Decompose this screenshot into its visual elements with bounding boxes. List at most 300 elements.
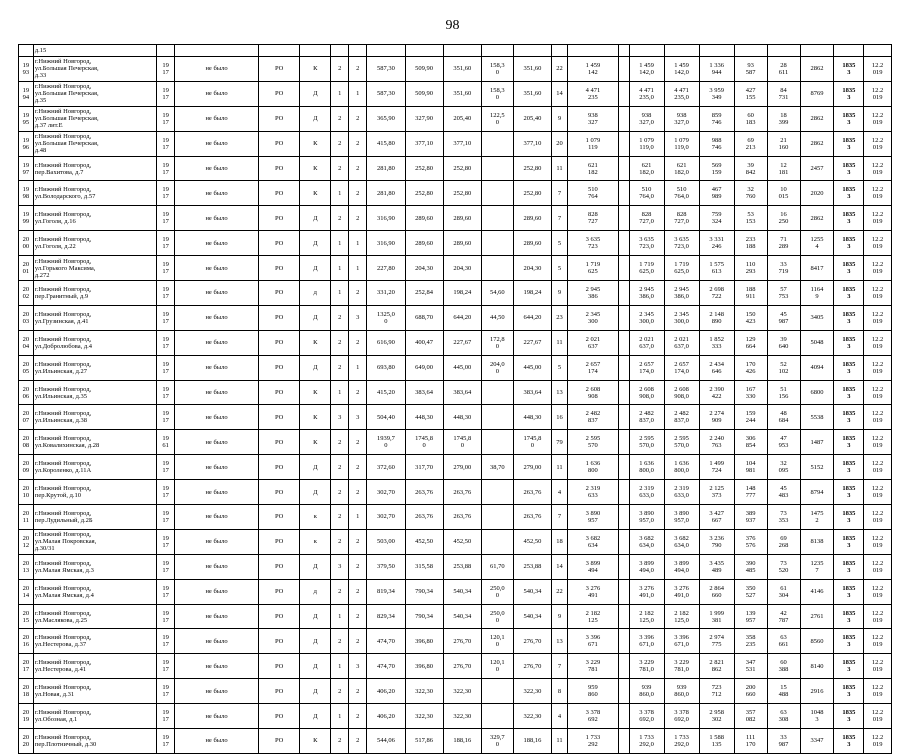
living-area-cell: 198,24 [443,281,481,306]
cost-cell: 2 482 837,0 [664,405,699,430]
method-cell: РО [258,629,299,654]
address-cell: г.Нижний Новгород, ул.Малая Ямская, д.4 [33,579,156,604]
living-area-cell: 540,34 [443,579,481,604]
status-cell: не было [175,405,259,430]
empty-cell [618,57,629,82]
unit-cost-cell: 1475 2 [800,505,834,530]
limit-cost-cell: 1835 3 [834,579,864,604]
type-cell: Д [300,81,331,106]
status-cell: не было [175,455,259,480]
table-row [19,455,892,480]
entrances-cell: 1 [349,81,367,106]
method-cell: РО [258,131,299,156]
empty-cell [618,281,629,306]
address-cell: г.Нижний Новгород, ул.Маслякова, д.25 [33,604,156,629]
nonliving-area-cell: 120,1 0 [481,654,513,679]
year-cell: 19 17 [157,206,175,231]
cost-local-cell: 51 156 [767,380,800,405]
address-cell: г.Нижний Новгород, ул.Ильинская, д.27 [33,355,156,380]
address-cell: г.Нижний Новгород, ул.Грузинская, д.41 [33,305,156,330]
year-cell: 19 17 [157,355,175,380]
floors-cell: 2 [331,305,349,330]
cost-fund-cell: 467 989 [699,181,734,206]
cost-region-cell: 39 842 [734,156,767,181]
cost-cell: 938 327,0 [629,106,664,131]
cost-local-cell: 48 684 [767,405,800,430]
limit-cost-cell: 1835 3 [834,256,864,281]
address-cell: г.Нижний Новгород, ул.Ильинская, д.38 [33,405,156,430]
method-cell: РО [258,455,299,480]
address-cell: г.Нижний Новгород, пер.Плотничный, д.30 [33,729,156,754]
floors-cell: 1 [331,704,349,729]
cost-region-cell: 200 660 [734,679,767,704]
total-area-cell: 316,90 [367,231,405,256]
status-cell: не было [175,106,259,131]
address-cell: г.Нижний Новгород, ул.Ильинская, д.35 [33,380,156,405]
residents-cell: 23 [552,305,568,330]
cost-cell: 1 459 142,0 [629,57,664,82]
cost-region-cell: 53 153 [734,206,767,231]
cost-local-cell: 71 289 [767,231,800,256]
address-cell: г.Нижний Новгород, ул.Нестерова, д.41 [33,654,156,679]
cost-cell: 2 657 174,0 [664,355,699,380]
cost-fund-cell: 2 434 646 [699,355,734,380]
area-cell: 289,60 [513,231,551,256]
cost-local-cell: 39 640 [767,330,800,355]
area-cell: 205,40 [513,106,551,131]
unit-cost-cell: 2862 [800,131,834,156]
area-cell: 276,70 [513,629,551,654]
cost-cell: 2 608 908,0 [664,380,699,405]
method-cell: РО [258,355,299,380]
area-cell: 445,00 [513,355,551,380]
entrances-cell: 2 [349,679,367,704]
empty-cell [618,729,629,754]
date-cell: 12.2 019 [864,405,892,430]
empty-cell [618,231,629,256]
cost-fund-cell: 2 148 890 [699,305,734,330]
date-cell: 12.2 019 [864,206,892,231]
area-cell: 279,00 [513,455,551,480]
cost-region-cell: 427 155 [734,81,767,106]
cost-region-cell: 110 293 [734,256,767,281]
row-number-cell: 20 16 [19,629,34,654]
cost-cell: 2 021 637,0 [629,330,664,355]
floors-cell: 3 [331,405,349,430]
cost-region-cell: 150 423 [734,305,767,330]
floors-cell: 2 [331,529,349,554]
buildings-table [18,44,892,754]
date-cell: 12.2 019 [864,305,892,330]
unit-cost-cell: 1164 9 [800,281,834,306]
cost-local-cell: 15 488 [767,679,800,704]
method-cell: РО [258,729,299,754]
cost-cell: 1 079 119,0 [629,131,664,156]
cost-local-cell: 10 015 [767,181,800,206]
method-cell: РО [258,330,299,355]
date-cell: 12.2 019 [864,231,892,256]
type-cell: Д [300,106,331,131]
date-cell: 12.2 019 [864,579,892,604]
cost-local-cell: 42 787 [767,604,800,629]
cost-local-cell: 47 953 [767,430,800,455]
method-cell: РО [258,554,299,579]
area-cell: 276,70 [513,654,551,679]
living-area-cell: 289,60 [443,206,481,231]
cost-cell: 510 764,0 [629,181,664,206]
method-cell: РО [258,604,299,629]
table-row [19,505,892,530]
living-area-cell: 445,00 [443,355,481,380]
type-cell: К [300,181,331,206]
area-cell: 649,00 [405,355,443,380]
nonliving-area-cell: 54,60 [481,281,513,306]
living-area-cell: 263,76 [443,505,481,530]
unit-cost-cell: 1487 [800,430,834,455]
cost-total-cell: 3 682 634 [567,529,618,554]
cost-cell: 939 860,0 [664,679,699,704]
cost-total-cell: 2 595 570 [567,430,618,455]
method-cell: РО [258,156,299,181]
type-cell: Д [300,305,331,330]
year-cell: 19 17 [157,554,175,579]
table-row [19,654,892,679]
cost-region-cell: 358 235 [734,629,767,654]
date-cell: 12.2 019 [864,131,892,156]
limit-cost-cell: 1835 3 [834,529,864,554]
address-cell: г.Нижний Новгород, пер.Вахитова, д.7 [33,156,156,181]
cost-local-cell: 12 181 [767,156,800,181]
limit-cost-cell: 1835 3 [834,181,864,206]
cost-local-cell: 18 399 [767,106,800,131]
total-area-cell: 281,80 [367,181,405,206]
living-area-cell: 252,80 [443,156,481,181]
method-cell: РО [258,305,299,330]
table-row [19,256,892,281]
cost-fund-cell: 3 427 667 [699,505,734,530]
cost-fund-cell: 3 959 349 [699,81,734,106]
cost-total-cell: 510 764 [567,181,618,206]
entrances-cell: 2 [349,281,367,306]
row-number-cell: 19 99 [19,206,34,231]
living-area-cell: 289,60 [443,231,481,256]
cost-cell: 3 635 723,0 [629,231,664,256]
area-cell: 452,50 [513,529,551,554]
area-cell: 377,10 [513,131,551,156]
empty-cell [618,629,629,654]
cost-cell: 938 327,0 [664,106,699,131]
table-row [19,729,892,754]
nonliving-area-cell [481,405,513,430]
method-cell: РО [258,380,299,405]
cost-cell: 828 727,0 [664,206,699,231]
area-cell: 1745,8 0 [405,430,443,455]
unit-cost-cell: 2862 [800,206,834,231]
type-cell: Д [300,206,331,231]
cost-cell: 3 276 491,0 [629,579,664,604]
cost-fund-cell: 1 499 724 [699,455,734,480]
row-number-cell: 20 20 [19,729,34,754]
type-cell: к [300,529,331,554]
method-cell: РО [258,480,299,505]
limit-cost-cell: 1835 3 [834,281,864,306]
row-number-cell: 20 03 [19,305,34,330]
nonliving-area-cell: 329,7 0 [481,729,513,754]
total-area-cell: 587,30 [367,57,405,82]
area-cell: 204,30 [405,256,443,281]
empty-cell [618,529,629,554]
residents-cell: 5 [552,231,568,256]
cost-region-cell: 104 981 [734,455,767,480]
cost-region-cell: 350 527 [734,579,767,604]
residents-cell: 7 [552,505,568,530]
table-row [19,305,892,330]
cost-fund-cell: 2 240 763 [699,430,734,455]
cost-cell: 828 727,0 [629,206,664,231]
area-cell: 790,34 [405,604,443,629]
cost-region-cell: 60 183 [734,106,767,131]
unit-cost-cell: 3347 [800,729,834,754]
cost-cell: 1 719 625,0 [629,256,664,281]
total-area-cell: 415,20 [367,380,405,405]
address-cell: г.Нижний Новгород, ул.Гоголя, д.16 [33,206,156,231]
status-cell: не было [175,604,259,629]
cost-cell: 1 719 625,0 [664,256,699,281]
entrances-cell: 2 [349,106,367,131]
cost-local-cell: 60 388 [767,654,800,679]
table-row [19,679,892,704]
total-area-cell: 693,80 [367,355,405,380]
cost-region-cell: 159 244 [734,405,767,430]
area-cell: 252,80 [513,156,551,181]
year-cell: 19 17 [157,380,175,405]
residents-cell: 9 [552,281,568,306]
year-cell: 19 17 [157,579,175,604]
entrances-cell: 2 [349,430,367,455]
cost-cell: 3 682 634,0 [629,529,664,554]
status-cell: не было [175,380,259,405]
total-area-cell: 504,40 [367,405,405,430]
date-cell: 12.2 019 [864,181,892,206]
table-row [19,355,892,380]
cost-local-cell: 32 095 [767,455,800,480]
type-cell: Д [300,654,331,679]
cost-region-cell: 390 485 [734,554,767,579]
total-area-cell: 302,70 [367,505,405,530]
floors-cell: 2 [331,679,349,704]
cost-local-cell: 73 520 [767,554,800,579]
type-cell: Д [300,455,331,480]
status-cell: не было [175,355,259,380]
cost-fund-cell: 569 159 [699,156,734,181]
date-cell: 12.2 019 [864,355,892,380]
cost-total-cell: 2 345 300 [567,305,618,330]
cost-fund-cell: 2 821 862 [699,654,734,679]
date-cell: 12.2 019 [864,679,892,704]
unit-cost-cell: 2020 [800,181,834,206]
entrances-cell: 1 [349,231,367,256]
cost-fund-cell: 2 390 422 [699,380,734,405]
cost-region-cell: 32 760 [734,181,767,206]
nonliving-area-cell [481,131,513,156]
type-cell: К [300,380,331,405]
unit-cost-cell: 6800 [800,380,834,405]
cost-cell: 2 182 125,0 [664,604,699,629]
status-cell: не было [175,579,259,604]
table-row [19,206,892,231]
residents-cell: 79 [552,430,568,455]
cost-cell: 3 229 781,0 [629,654,664,679]
table-row [19,629,892,654]
entrances-cell: 2 [349,181,367,206]
entrances-cell: 2 [349,455,367,480]
cost-cell: 2 608 908,0 [629,380,664,405]
address-cell: г.Нижний Новгород, ул.Нестерова, д.37 [33,629,156,654]
status-cell: не было [175,654,259,679]
cost-fund-cell: 859 746 [699,106,734,131]
living-area-cell: 448,30 [443,405,481,430]
cost-cell: 621 182,0 [664,156,699,181]
row-number-cell: 20 19 [19,704,34,729]
date-cell: 12.2 019 [864,604,892,629]
row-number-cell: 19 97 [19,156,34,181]
method-cell: РО [258,57,299,82]
area-cell: 263,76 [405,505,443,530]
total-area-cell: 616,90 [367,330,405,355]
residents-cell: 18 [552,529,568,554]
date-cell: 12.2 019 [864,654,892,679]
cost-total-cell: 959 860 [567,679,618,704]
method-cell: РО [258,505,299,530]
cost-local-cell: 16 250 [767,206,800,231]
method-cell: РО [258,579,299,604]
limit-cost-cell: 1835 3 [834,231,864,256]
area-cell: 377,10 [405,131,443,156]
cost-total-cell: 1 079 119 [567,131,618,156]
cost-total-cell: 3 396 671 [567,629,618,654]
floors-cell: 1 [331,281,349,306]
year-cell: 19 17 [157,480,175,505]
type-cell: К [300,330,331,355]
limit-cost-cell: 1835 3 [834,106,864,131]
limit-cost-cell: 1835 3 [834,554,864,579]
residents-cell: 22 [552,579,568,604]
residents-cell: 14 [552,81,568,106]
cost-cell: 4 471 235,0 [629,81,664,106]
row-number-cell: 20 06 [19,380,34,405]
date-cell: 12.2 019 [864,704,892,729]
table-row [19,131,892,156]
cost-local-cell: 52 102 [767,355,800,380]
status-cell: не было [175,505,259,530]
address-cell: г.Нижний Новгород, ул.Короленко, д.11А [33,455,156,480]
area-cell: 351,60 [513,81,551,106]
area-cell: 227,67 [513,330,551,355]
residents-cell: 7 [552,181,568,206]
living-area-cell: 351,60 [443,81,481,106]
nonliving-area-cell: 250,0 0 [481,604,513,629]
cost-local-cell: 69 268 [767,529,800,554]
residents-cell: 5 [552,355,568,380]
empty-cell [618,106,629,131]
address-cell: г.Нижний Новгород, пер.Лудильный, д.2Б [33,505,156,530]
table-row [19,554,892,579]
empty-cell [618,579,629,604]
cost-cell: 4 471 235,0 [664,81,699,106]
year-cell: 19 17 [157,654,175,679]
cost-region-cell: 111 170 [734,729,767,754]
floors-cell: 2 [331,330,349,355]
cost-region-cell: 188 911 [734,281,767,306]
area-cell: 322,30 [405,679,443,704]
residents-cell: 13 [552,380,568,405]
cost-cell: 1 636 800,0 [664,455,699,480]
nonliving-area-cell: 172,8 0 [481,330,513,355]
limit-cost-cell: 1835 3 [834,480,864,505]
area-cell: 509,90 [405,81,443,106]
area-cell: 540,34 [513,604,551,629]
table-row [19,181,892,206]
entrances-cell: 2 [349,729,367,754]
nonliving-area-cell [481,380,513,405]
entrances-cell: 2 [349,156,367,181]
entrances-cell: 2 [349,554,367,579]
residents-cell: 4 [552,480,568,505]
cost-total-cell: 2 657 174 [567,355,618,380]
table-row [19,579,892,604]
cost-fund-cell: 2 958 302 [699,704,734,729]
year-cell: 19 17 [157,281,175,306]
nonliving-area-cell [481,704,513,729]
floors-cell: 2 [331,131,349,156]
type-cell: К [300,430,331,455]
status-cell: не было [175,729,259,754]
address-cell: г.Нижний Новгород, пер.Крутой, д.10 [33,480,156,505]
residents-cell: 11 [552,156,568,181]
table-row [19,45,892,57]
total-area-cell: 331,20 [367,281,405,306]
floors-cell: 2 [331,206,349,231]
address-cell: г.Нижний Новгород, ул.Горького Максима, д.272 [33,256,156,281]
type-cell: Д [300,231,331,256]
unit-cost-cell: 8560 [800,629,834,654]
row-number-cell: 20 09 [19,455,34,480]
table-row [19,380,892,405]
cost-cell: 1 733 292,0 [664,729,699,754]
address-cell: г.Нижний Новгород, ул.Малая Покровская, д.30/31 [33,529,156,554]
area-cell: 540,34 [513,579,551,604]
area-cell: 452,50 [405,529,443,554]
status-cell: не было [175,629,259,654]
type-cell: Д [300,355,331,380]
cost-total-cell: 3 229 781 [567,654,618,679]
date-cell: 12.2 019 [864,256,892,281]
row-number-cell: 19 94 [19,81,34,106]
type-cell: Д [300,256,331,281]
nonliving-area-cell [481,430,513,455]
empty-cell [618,455,629,480]
living-area-cell: 188,16 [443,729,481,754]
cost-local-cell: 33 987 [767,729,800,754]
entrances-cell: 1 [349,256,367,281]
area-cell: 517,86 [405,729,443,754]
cost-total-cell: 828 727 [567,206,618,231]
cost-region-cell: 170 426 [734,355,767,380]
status-cell: не было [175,330,259,355]
cost-cell: 1 636 800,0 [629,455,664,480]
date-cell: 12.2 019 [864,81,892,106]
residents-cell: 7 [552,206,568,231]
